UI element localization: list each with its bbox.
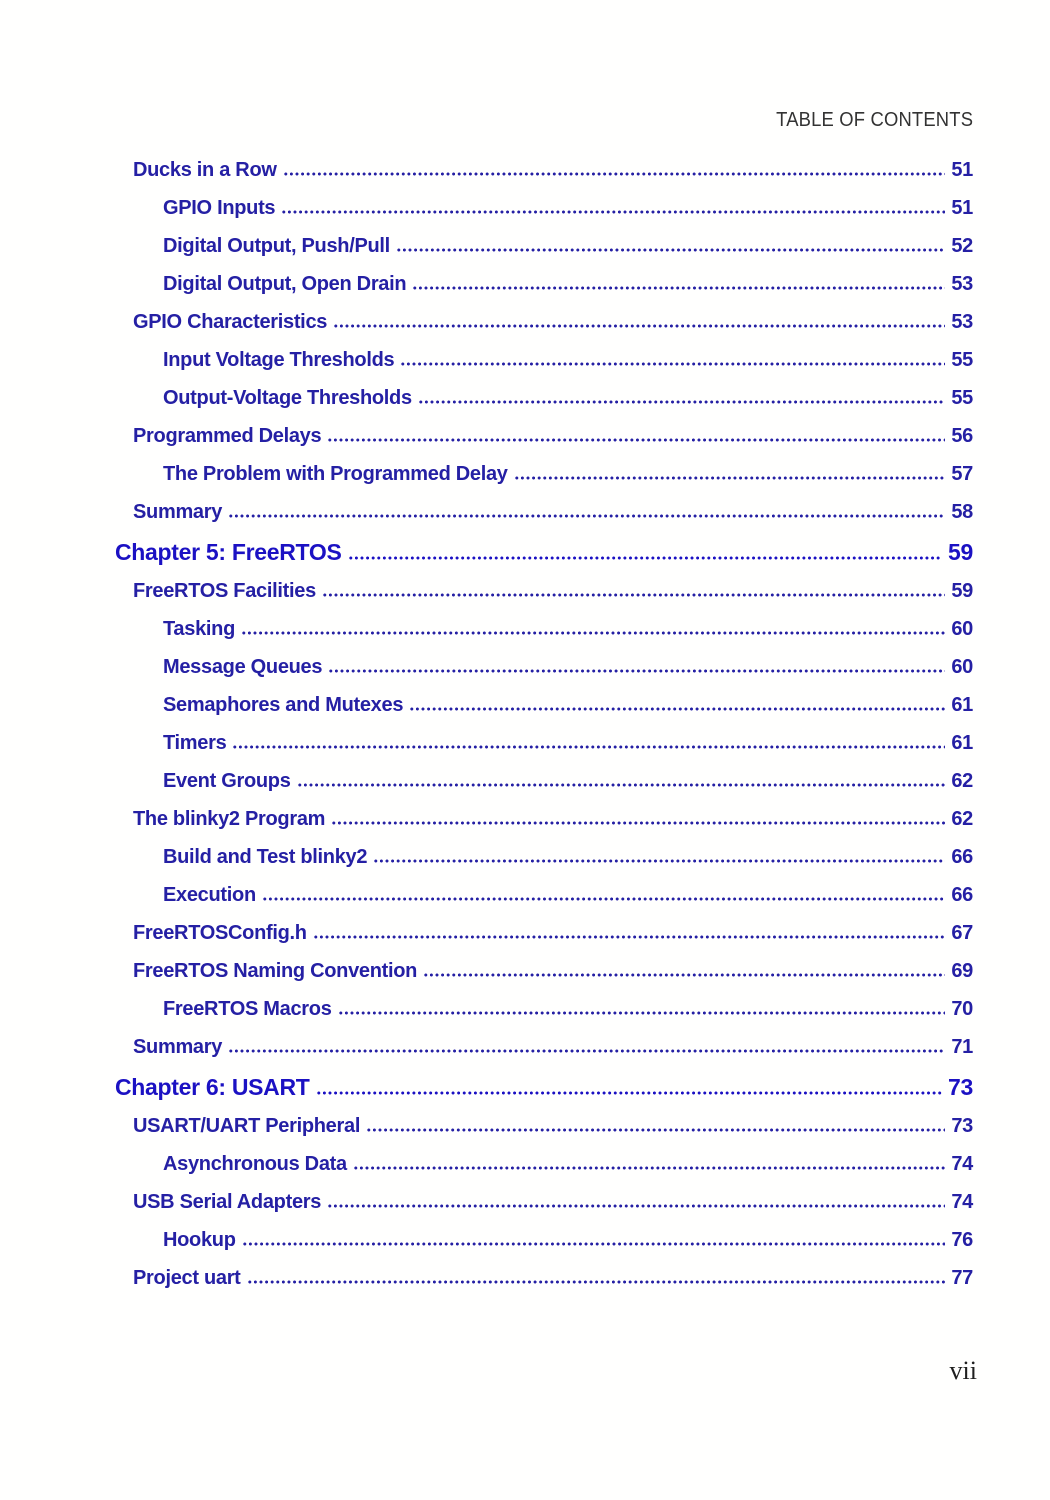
toc-entry[interactable] [115,999,973,1020]
toc-entry-label: Tasking [163,618,235,640]
toc-entry[interactable] [115,274,973,295]
toc-entry[interactable] [115,923,973,944]
toc-leader-dots [338,1009,946,1015]
toc-leader-dots [322,591,945,597]
toc-leader-dots [247,1278,946,1284]
toc-entry-page: 77 [951,1267,973,1289]
toc-entry-page: 70 [951,998,973,1020]
toc-entry-label: FreeRTOSConfig.h [133,922,307,944]
toc-entry-label: USART/UART Peripheral [133,1115,361,1137]
toc-entry-label: GPIO Inputs [163,197,276,219]
toc-entry-page: 73 [951,1115,973,1137]
toc-entry[interactable] [115,350,973,371]
toc-entry-page: 57 [951,463,973,485]
toc-entry[interactable] [115,236,973,257]
toc-entry-label: Digital Output, Push/Pull [163,235,390,257]
toc-entry-label: Timers [163,732,227,754]
toc-leader-dots [242,1240,946,1246]
toc-entry-label: The blinky2 Program [133,808,326,830]
toc-leader-dots [366,1126,945,1132]
toc-leader-dots [423,971,945,977]
toc-leader-dots [327,1202,945,1208]
table-of-contents [115,160,973,1306]
toc-entry-page: 76 [951,1229,973,1251]
toc-entry-label: Hookup [163,1229,236,1251]
toc-leader-dots [241,629,945,635]
toc-leader-dots [283,170,946,176]
toc-entry-label: Digital Output, Open Drain [163,273,407,295]
toc-entry[interactable] [115,502,973,523]
toc-entry-page: 53 [951,273,973,295]
toc-entry[interactable] [115,581,973,602]
toc-entry-label: Input Voltage Thresholds [163,349,395,371]
toc-entry[interactable] [115,657,973,678]
toc-entry-label: Execution [163,884,256,906]
toc-leader-dots [353,1164,946,1170]
toc-entry-label: Message Queues [163,656,323,678]
toc-leader-dots [333,322,945,328]
toc-entry[interactable] [115,312,973,333]
toc-entry[interactable] [115,1230,973,1251]
toc-entry-label: FreeRTOS Naming Convention [133,960,418,982]
toc-entry-page: 71 [951,1036,973,1058]
toc-entry-page: 60 [951,656,973,678]
toc-entry[interactable] [115,809,973,830]
toc-entry-page: 62 [951,770,973,792]
toc-leader-dots [228,1047,945,1053]
toc-entry[interactable] [115,695,973,716]
toc-entry-label: Programmed Delays [133,425,322,447]
toc-entry[interactable] [115,1192,973,1213]
folio-page-number: vii [949,1356,977,1385]
toc-entry[interactable] [115,961,973,982]
toc-leader-dots [262,895,945,901]
toc-leader-dots [373,857,945,863]
toc-leader-dots [412,284,945,290]
toc-entry-page: 74 [951,1153,973,1175]
toc-leader-dots [228,512,945,518]
toc-leader-dots [409,705,945,711]
toc-entry-page: 56 [951,425,973,447]
toc-entry[interactable] [115,885,973,906]
toc-entry-page: 62 [951,808,973,830]
toc-chapter-entry[interactable] [115,540,973,565]
toc-entry[interactable] [115,619,973,640]
toc-entry-label: Asynchronous Data [163,1153,347,1175]
toc-entry-label: The Problem with Programmed Delay [163,463,508,485]
toc-entry-page: 52 [951,235,973,257]
toc-entry-page: 55 [951,387,973,409]
toc-entry-label: Event Groups [163,770,291,792]
running-head-title: TABLE OF CONTENTS [775,109,973,131]
toc-entry-page: 59 [948,539,973,565]
toc-entry-page: 61 [951,694,973,716]
toc-leader-dots [348,554,943,560]
toc-entry-label: Project uart [133,1267,241,1289]
toc-entry-label: Chapter 5: FreeRTOS [115,539,342,565]
toc-entry-label: GPIO Characteristics [133,311,328,333]
toc-entry-page: 66 [951,846,973,868]
toc-entry-page: 60 [951,618,973,640]
toc-entry-label: FreeRTOS Facilities [133,580,316,602]
toc-leader-dots [327,436,945,442]
toc-entry[interactable] [115,464,973,485]
toc-leader-dots [331,819,945,825]
toc-entry[interactable] [115,198,973,219]
toc-entry-page: 58 [951,501,973,523]
toc-entry-label: Summary [133,501,223,523]
toc-entry-page: 51 [951,159,973,181]
toc-entry-label: USB Serial Adapters [133,1191,322,1213]
toc-entry-label: Build and Test blinky2 [163,846,368,868]
toc-entry-page: 55 [951,349,973,371]
toc-leader-dots [297,781,946,787]
toc-entry[interactable] [115,733,973,754]
toc-entry-page: 51 [951,197,973,219]
toc-leader-dots [418,398,946,404]
toc-entry-page: 67 [951,922,973,944]
toc-leader-dots [316,1089,942,1095]
toc-leader-dots [328,667,945,673]
toc-entry[interactable] [115,771,973,792]
toc-leader-dots [232,743,945,749]
toc-entry-page: 74 [951,1191,973,1213]
toc-entry-page: 73 [948,1074,973,1100]
toc-leader-dots [313,933,946,939]
toc-entry-page: 61 [951,732,973,754]
toc-entry[interactable] [115,1037,973,1058]
toc-entry-label: Summary [133,1036,223,1058]
toc-leader-dots [396,246,945,252]
toc-entry[interactable] [115,847,973,868]
toc-entry[interactable] [115,160,973,181]
toc-entry-page: 69 [951,960,973,982]
toc-entry[interactable] [115,426,973,447]
toc-entry-label: FreeRTOS Macros [163,998,332,1020]
toc-entry[interactable] [115,1116,973,1137]
toc-entry-page: 59 [951,580,973,602]
toc-entry-label: Ducks in a Row [133,159,277,181]
toc-entry-page: 53 [951,311,973,333]
toc-entry-page: 66 [951,884,973,906]
toc-leader-dots [514,474,946,480]
toc-entry[interactable] [115,1268,973,1289]
toc-entry[interactable] [115,388,973,409]
toc-entry-label: Chapter 6: USART [115,1074,310,1100]
toc-entry-label: Output-Voltage Thresholds [163,387,412,409]
toc-leader-dots [281,208,945,214]
toc-entry[interactable] [115,1154,973,1175]
toc-chapter-entry[interactable] [115,1075,973,1100]
toc-entry-label: Semaphores and Mutexes [163,694,404,716]
toc-leader-dots [400,360,945,366]
